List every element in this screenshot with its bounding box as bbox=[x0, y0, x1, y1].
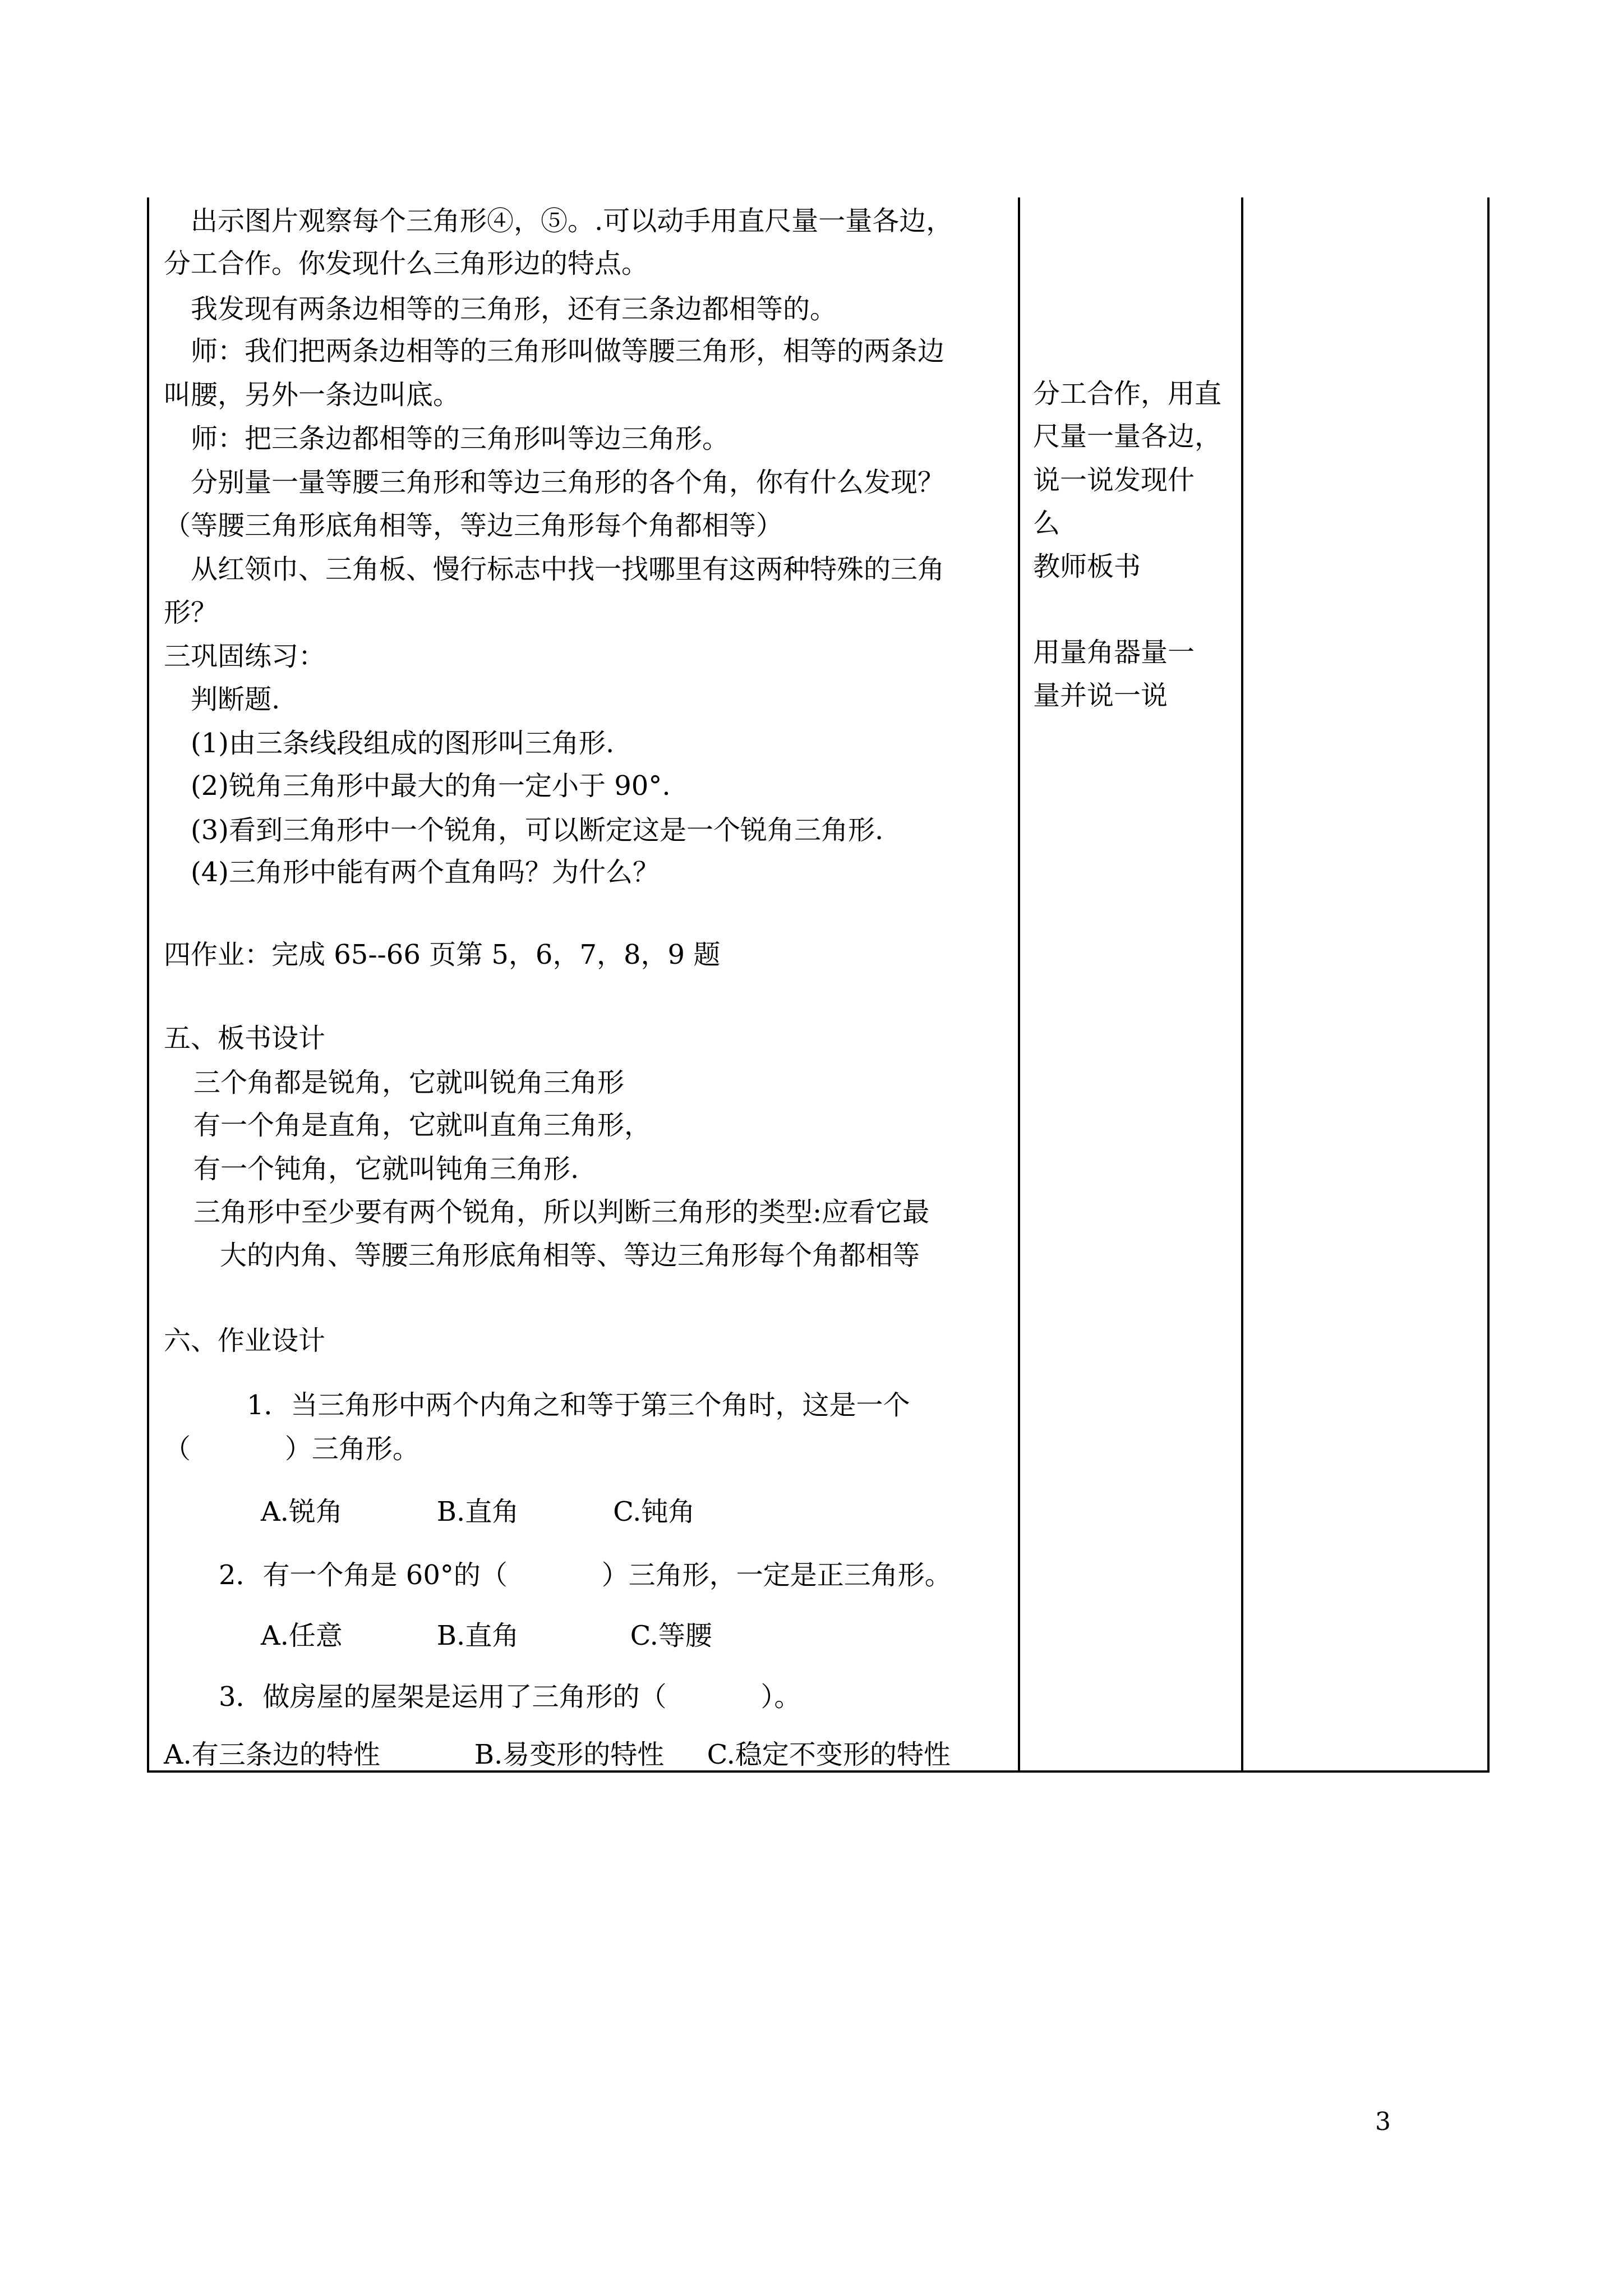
main-line: 分别量一量等腰三角形和等边三角形的各个角，你有什么发现？ bbox=[191, 467, 945, 498]
main-line: 1．当三角形中两个内角之和等于第三个角时，这是一个 bbox=[247, 1389, 910, 1421]
main-line: 六、作业设计 bbox=[164, 1325, 326, 1356]
side-line: 尺量一量各边， bbox=[1033, 421, 1222, 452]
side-line: 用量角器量一 bbox=[1033, 637, 1195, 668]
main-line: A.锐角 B.直角 C.钝角 bbox=[261, 1496, 695, 1527]
main-line: 三角形中至少要有两个锐角，所以判断三角形的类型:应看它最 bbox=[193, 1197, 930, 1228]
main-line: 五、板书设计 bbox=[164, 1023, 326, 1054]
main-line: (2)锐角三角形中最大的角一定小于 90°. bbox=[191, 770, 671, 802]
main-line: 大的内角、等腰三角形底角相等、等边三角形每个角都相等 bbox=[220, 1240, 920, 1271]
main-line: 2．有一个角是 60°的（ ）三角形，一定是正三角形。 bbox=[219, 1559, 952, 1591]
page-number: 3 bbox=[1375, 2108, 1391, 2136]
main-line: 四作业：完成 65--66 页第 5，6，7，8，9 题 bbox=[164, 939, 721, 970]
main-line: （等腰三角形底角相等，等边三角形每个角都相等） bbox=[164, 510, 783, 541]
main-line: (4)三角形中能有两个直角吗？为什么？ bbox=[191, 857, 660, 888]
side-line: 分工合作，用直 bbox=[1033, 378, 1222, 409]
table-border-right bbox=[1487, 197, 1490, 1773]
main-line: 有一个钝角，它就叫钝角三角形. bbox=[193, 1153, 579, 1185]
main-line: 叫腰，另外一条边叫底。 bbox=[164, 379, 460, 411]
table-border-left bbox=[147, 197, 149, 1773]
main-line: 形？ bbox=[164, 597, 218, 628]
main-line: 出示图片观察每个三角形④，⑤。.可以动手用直尺量一量各边， bbox=[191, 205, 953, 237]
main-line: 师：我们把两条边相等的三角形叫做等腰三角形，相等的两条边 bbox=[191, 335, 945, 367]
side-line: 量并说一说 bbox=[1033, 680, 1168, 711]
main-line: 分工合作。你发现什么三角形边的特点。 bbox=[164, 248, 649, 279]
main-line: 我发现有两条边相等的三角形，还有三条边都相等的。 bbox=[191, 293, 837, 325]
main-line: (3)看到三角形中一个锐角，可以断定这是一个锐角三角形. bbox=[191, 815, 884, 846]
main-line: 师：把三条边都相等的三角形叫等边三角形。 bbox=[191, 423, 730, 454]
table-border-column-divider-2 bbox=[1241, 197, 1243, 1773]
main-line: A.有三条边的特性 B.易变形的特性 C.稳定不变形的特性 bbox=[164, 1739, 951, 1770]
side-line: 教师板书 bbox=[1033, 551, 1141, 582]
main-line: 判断题. bbox=[191, 684, 280, 715]
main-line: 3．做房屋的屋架是运用了三角形的（ ）。 bbox=[219, 1681, 801, 1713]
side-line: 说一说发现什 bbox=[1033, 464, 1195, 496]
main-line: (1)由三条线段组成的图形叫三角形. bbox=[191, 728, 615, 759]
side-line: 么 bbox=[1033, 508, 1061, 539]
table-border-column-divider-1 bbox=[1018, 197, 1020, 1773]
main-line: 从红领巾、三角板、慢行标志中找一找哪里有这两种特殊的三角 bbox=[191, 554, 945, 585]
main-line: 有一个角是直角，它就叫直角三角形， bbox=[193, 1110, 652, 1141]
main-line: 三个角都是锐角，它就叫锐角三角形 bbox=[193, 1067, 625, 1098]
main-line: 三巩固练习： bbox=[164, 641, 326, 672]
main-line: A.任意 B.直角 C.等腰 bbox=[261, 1620, 712, 1651]
main-line: （ ）三角形。 bbox=[164, 1433, 419, 1465]
